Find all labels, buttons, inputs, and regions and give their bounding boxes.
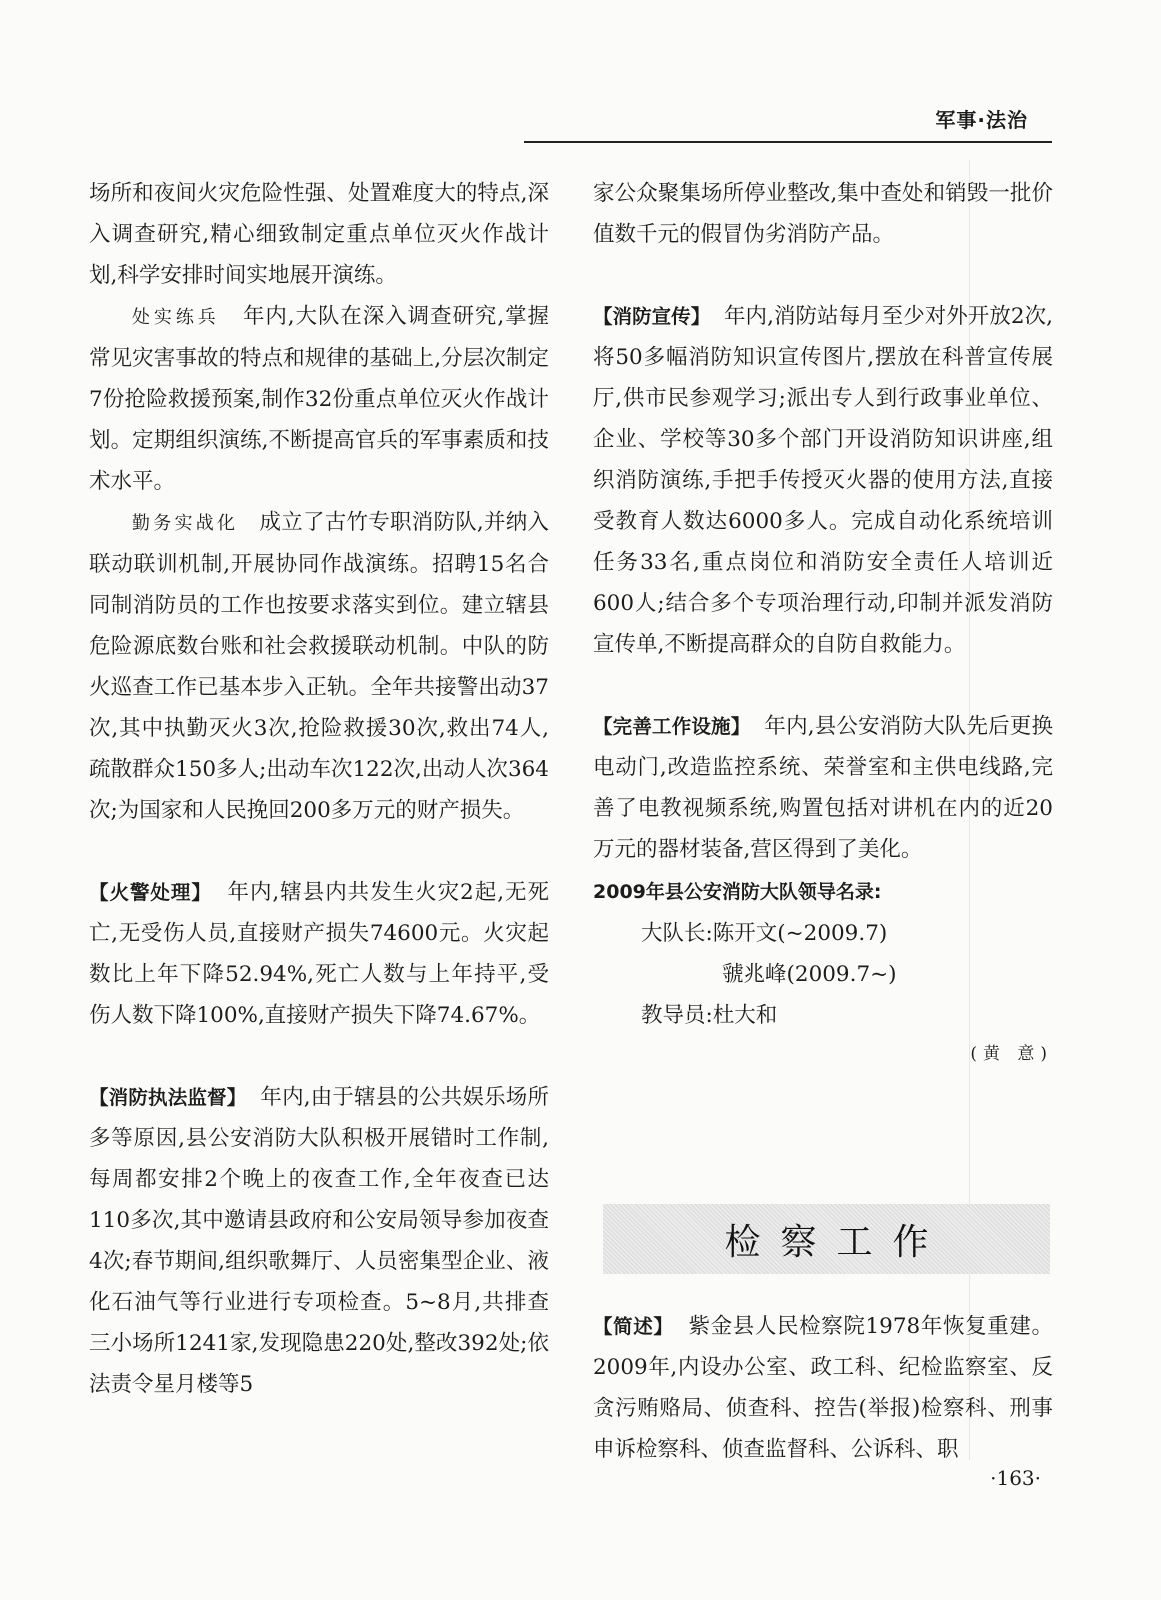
- section-body: 紫金县人民检察院1978年恢复重建。2009年,内设办公室、政工科、纪检监察室、反贪污贿赂局、侦查科、控告(举报)检察科、刑事申诉检察科、侦查监督科、公诉科、职: [593, 1314, 1054, 1462]
- subheading: 处实练兵: [132, 307, 220, 328]
- chapter-banner: [603, 1204, 1050, 1274]
- author-credit: (黄 意): [970, 1044, 1053, 1064]
- section-body: 年内,县公安消防大队先后更换电动门,改造监控系统、荣誉室和主供电线路,完善了电教视频系统,购置包括对讲机在内的近20万元的器材装备,营区得到了美化。: [593, 714, 1053, 862]
- left-column: [89, 173, 549, 1405]
- leader-entry: 虢兆峰(2009.7~): [722, 962, 897, 987]
- right-column-bottom: [593, 1306, 1053, 1470]
- section-body: 年内,由于辖县的公共娱乐场所多等原因,县公安消防大队积极开展错时工作制,每周都安排2个晚上的夜查工作,全年夜查已达110多次,其中邀请县政府和公安局领导参加夜查4次;春节期间,组织歌舞厅、人员密集型企业、液化石油气等行业进行专项检查。5~8月,共排查三小场所1241家,发现隐患220处,整改392处;依法责令星月楼等5: [89, 1085, 549, 1397]
- section: [593, 1306, 1053, 1470]
- right-column: [593, 173, 1053, 1072]
- paragraph: 家公众聚集场所停业整改,集中查处和销毁一批价值数千元的假冒伪劣消防产品。: [593, 181, 1053, 247]
- leader-entry: 教导员:杜大和: [641, 1003, 778, 1028]
- section-title: 【消防宣传】: [593, 305, 711, 328]
- paragraph: 场所和夜间火灾危险性强、处置难度大的特点,深入调查研究,精心细致制定重点单位灭火作战计划,科学安排时间实地展开演练。: [89, 181, 549, 288]
- leader-list-title: 2009年县公安消防大队领导名录:: [593, 881, 882, 903]
- section-body: 年内,消防站每月至少对外开放2次,将50多幅消防知识宣传图片,摆放在科普宣传展厅,供市民参观学习;派出专人到行政事业单位、企业、学校等30多个部门开设消防知识讲座,组织消防演练,手把手传授灭火器的使用方法,直接受教育人数达6000多人。完成自动化系统培训任务33名,重点岗位和消防安全责任人培训近600人;结合多个专项治理行动,印制并派发消防宣传单,不断提高群众的自防自救能力。: [593, 304, 1053, 657]
- leader-entry: 大队长:陈开文(~2009.7): [641, 921, 888, 946]
- paragraph: [89, 502, 549, 831]
- section-header: 军事·法治: [935, 108, 1028, 132]
- section-title: 【完善工作设施】: [593, 715, 751, 738]
- section: [89, 1077, 549, 1405]
- section-body: 年内,辖县内共发生火灾2起,无死亡,无受伤人员,直接财产损失74600元。火灾起数比上年下降52.94%,死亡人数与上年持平,受伤人数下降100%,直接财产损失下降74.67%。: [89, 880, 549, 1028]
- paragraph-body: 成立了古竹专职消防队,并纳入联动联训机制,开展协同作战演练。招聘15名合同制消防员的工作也按要求落实到位。建立辖县危险源底数台账和社会救援联动机制。中队的防火巡查工作已基本步入正轨。全年共接警出动37次,其中执勤灭火3次,抢险救援30次,救出74人,疏散群众150多人;出动车次122次,出动人次364次;为国家和人民挽回200多万元的财产损失。: [89, 510, 550, 823]
- chapter-title: 检察工作: [724, 1221, 949, 1263]
- section: [593, 706, 1053, 870]
- paragraph: [89, 296, 549, 502]
- section: [89, 872, 549, 1036]
- section-title: 【简述】: [593, 1315, 674, 1338]
- page-number: ·163·: [990, 1466, 1041, 1490]
- section: [593, 296, 1053, 665]
- subheading: 勤务实战化: [132, 513, 239, 534]
- section-title: 【火警处理】: [89, 881, 212, 904]
- paragraph-body: 年内,大队在深入调查研究,掌握常见灾害事故的特点和规律的基础上,分层次制定7份抢险救援预案,制作32份重点单位灭火作战计划。定期组织演练,不断提高官兵的军事素质和技术水平。: [89, 304, 549, 494]
- section-title: 【消防执法监督】: [89, 1086, 247, 1109]
- header-rule: [524, 141, 1052, 143]
